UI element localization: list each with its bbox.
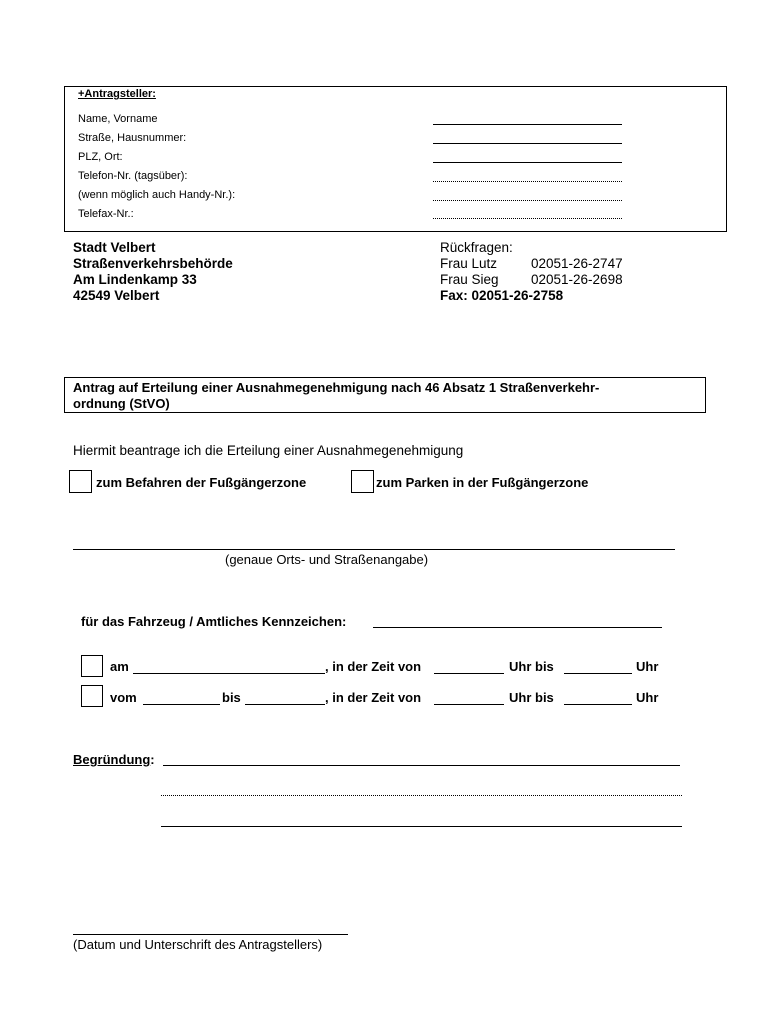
reason-heading [73,752,155,767]
applicant-mobile-line[interactable] [433,200,622,201]
vom-label: vom [110,690,137,705]
drive-option-label: zum Befahren der Fußgängerzone [96,475,307,490]
applicant-zip-city-label: PLZ, Ort: [78,151,123,163]
drive-checkbox[interactable] [69,470,92,493]
reason-line-1[interactable] [163,765,680,766]
am-label: am [110,659,129,674]
row1-to-label: Uhr bis [509,659,554,674]
row2-time-from-line[interactable] [434,704,504,705]
contact-person-1-phone: 02051-26-2747 [531,256,623,271]
reason-line-2[interactable] [161,795,682,796]
vehicle-plate-line[interactable] [373,627,662,628]
row2-from-label: , in der Zeit von [325,690,422,705]
subject-line-1: Antrag auf Erteilung einer Ausnahmegenehmigung nach 46 Absatz 1 Straßenverkehr- [73,380,600,395]
reason-colon: : [150,752,155,767]
row1-uhr-label: Uhr [636,659,659,674]
applicant-phone-label: Telefon-Nr. (tagsüber): [78,170,188,182]
contact-person-1-name: Frau Lutz [440,256,498,271]
reason-line-3[interactable] [161,826,682,827]
contact-heading: Rückfragen: [440,240,513,255]
recipient-line-1: Stadt Velbert [73,240,156,255]
park-option-label: zum Parken in der Fußgängerzone [376,475,589,490]
bis-label: bis [222,690,241,705]
contact-person-2-name: Frau Sieg [440,272,499,287]
applicant-name-label: Name, Vorname [78,113,158,125]
location-caption: (genaue Orts- und Straßenangabe) [225,552,429,567]
row2-to-label: Uhr bis [509,690,554,705]
signature-line[interactable] [73,934,348,935]
date-range-checkbox[interactable] [81,685,103,707]
applicant-zip-city-line[interactable] [433,162,622,163]
row2-uhr-label: Uhr [636,690,659,705]
row2-time-to-line[interactable] [564,704,632,705]
contact-fax: Fax: 02051-26-2758 [440,288,564,303]
reason-label: Begründung [73,752,151,767]
row1-from-label: , in der Zeit von [325,659,422,674]
date-single-checkbox[interactable] [81,655,103,677]
recipient-address [73,240,233,304]
vom-date-line[interactable] [143,704,220,705]
row1-time-from-line[interactable] [434,673,504,674]
applicant-box-title: +Antragsteller: [78,88,156,100]
recipient-line-4: 42549 Velbert [73,288,160,303]
row1-time-to-line[interactable] [564,673,632,674]
subject-line-2: ordnung (StVO) [73,396,170,411]
applicant-street-line[interactable] [433,143,622,144]
am-date-line[interactable] [133,673,325,674]
vehicle-label: für das Fahrzeug / Amtliches Kennzeichen: [81,614,347,629]
applicant-box [64,86,727,232]
recipient-line-3: Am Lindenkamp 33 [73,272,197,287]
applicant-name-line[interactable] [433,124,622,125]
intro-text: Hiermit beantrage ich die Erteilung einer Ausnahmegenehmigung [73,443,464,458]
applicant-fax-line[interactable] [433,218,622,219]
applicant-fax-label: Telefax-Nr.: [78,208,134,220]
applicant-phone-line[interactable] [433,181,622,182]
applicant-street-label: Straße, Hausnummer: [78,132,187,144]
location-line[interactable] [73,549,675,550]
park-checkbox[interactable] [351,470,374,493]
signature-caption: (Datum und Unterschrift des Antragstellers) [73,937,323,952]
bis-date-line[interactable] [245,704,325,705]
contact-block [440,240,680,304]
recipient-line-2: Straßenverkehrsbehörde [73,256,233,271]
applicant-mobile-label: (wenn möglich auch Handy-Nr.): [78,189,236,201]
contact-person-2-phone: 02051-26-2698 [531,272,623,287]
